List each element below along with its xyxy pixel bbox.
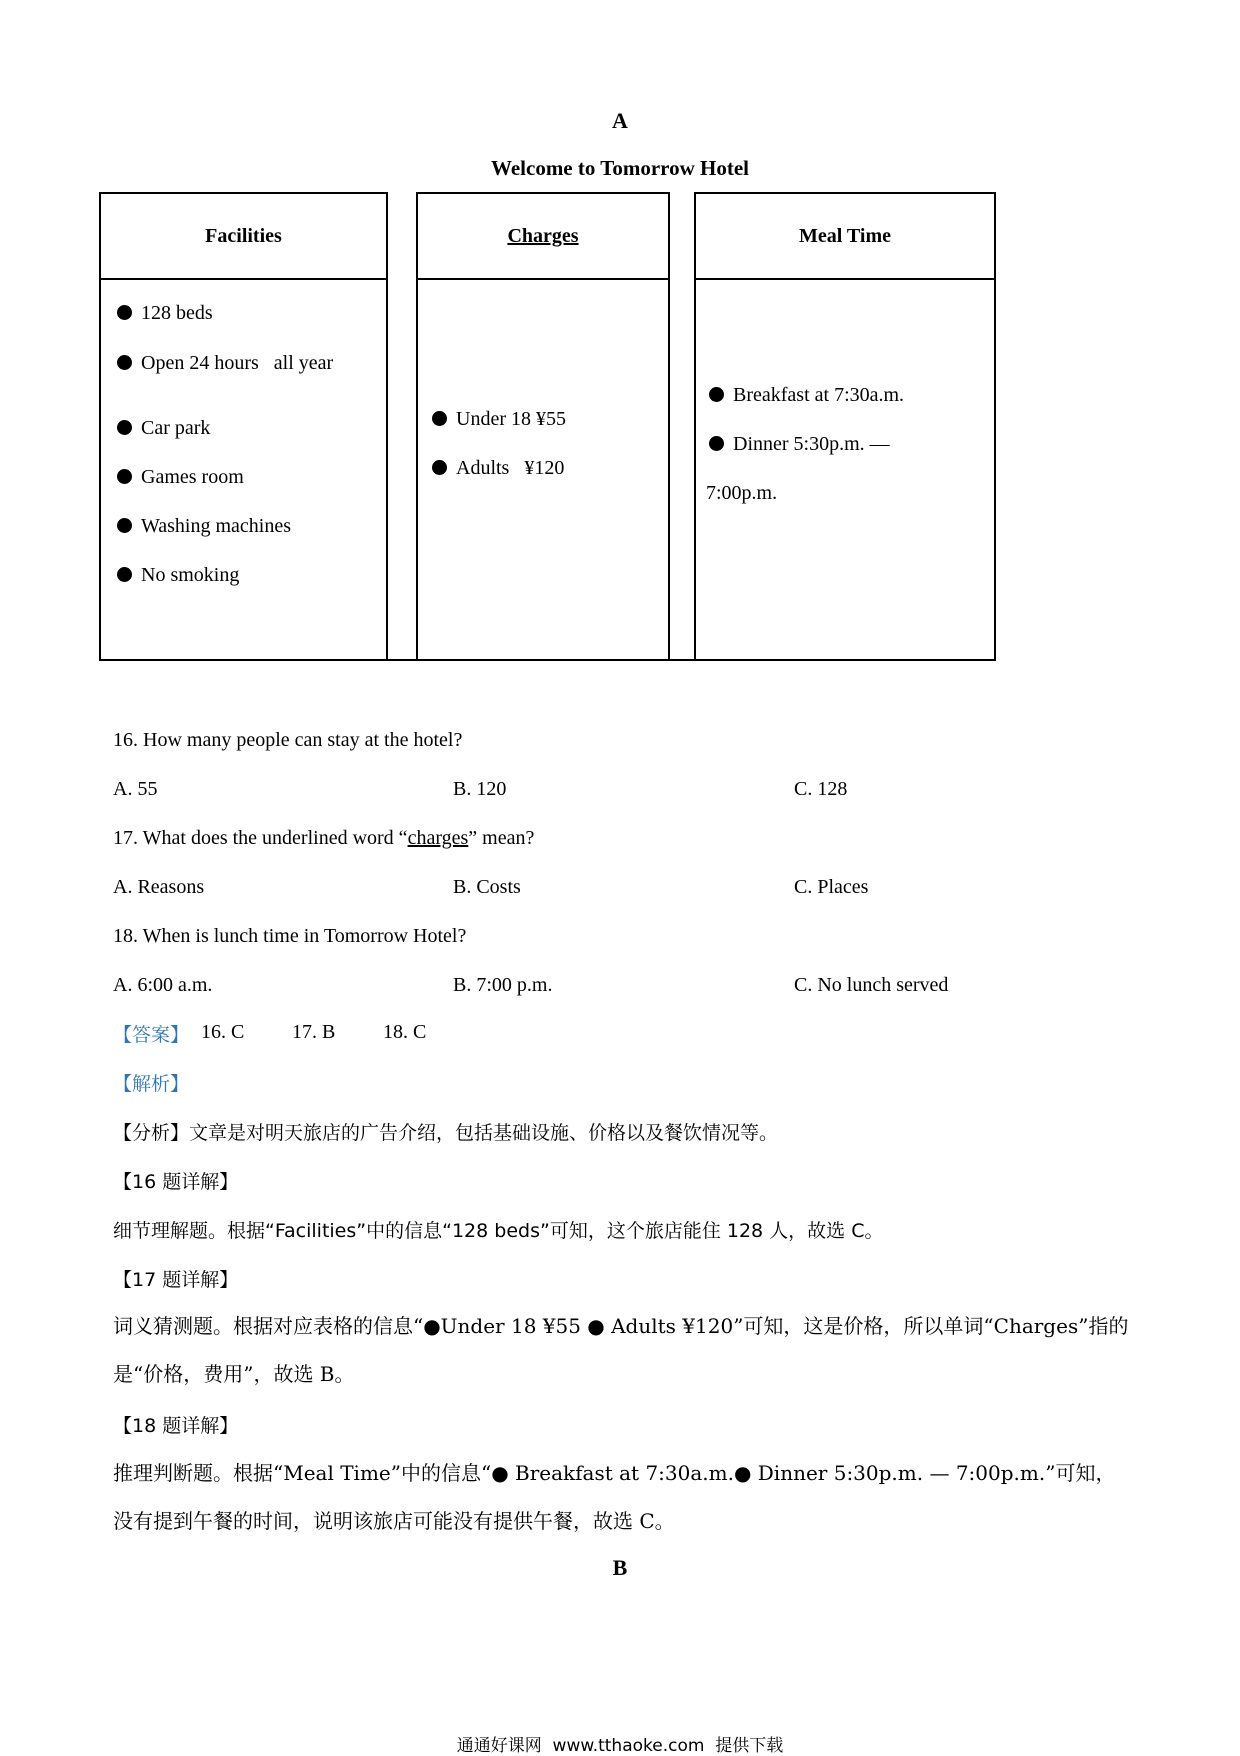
bullet-icon [117,518,132,533]
question-16: 16. How many people can stay at the hotel? [113,729,463,751]
option-17-c: C. Places [794,876,869,898]
underlined-word: charges [407,827,469,849]
question-17: 17. What does the underlined word “charges” mean? [113,827,535,849]
analysis-summary: 【分析】文章是对明天旅店的广告介绍，包括基础设施、价格以及餐饮情况等。 [113,1122,779,1144]
detail-18-text: 推理判断题。根据“Meal Time”中的信息“● Breakfast at 7:30a.m.● Dinner 5:30p.m. — 7:00p.m.”可知，没有提到午餐的时间，说明该旅店可能没有提供午餐，故选 C。 [113,1461,1116,1533]
answer-16: 16. C [201,1021,245,1043]
option-18-c: C. No lunch served [794,974,949,996]
facility-item: 128 beds [117,302,213,325]
section-b-heading: B [612,1555,628,1580]
meal-item: Breakfast at 7:30a.m. [709,384,904,407]
bullet-icon [117,567,132,582]
option-17-a: A. Reasons [113,876,205,898]
footer: 通通好课网 www.tthaoke.com 提供下载 [456,1736,784,1756]
facility-item: No smoking [117,564,239,587]
bullet-icon [117,355,132,370]
option-16-c: C. 128 [794,778,848,800]
detail-17-text: 词义猜测题。根据对应表格的信息“●Under 18 ¥55 ● Adults ¥120”可知，这是价格，所以单词“Charges”指的是“价格，费用”，故选 B。 [113,1314,1129,1386]
bullet-icon [709,387,724,402]
bullet-icon [117,420,132,435]
bullet-icon [117,305,132,320]
bullet-icon [117,469,132,484]
charge-item: Under 18 ¥55 [432,408,566,431]
facility-item: Games room [117,466,244,489]
option-16-b: B. 120 [453,778,507,800]
option-18-b: B. 7:00 p.m. [453,974,553,996]
facility-item: Open 24 hours all year [117,352,333,375]
detail-16-text: 细节理解题。根据“Facilities”中的信息“128 beds”可知，这个旅店能住 128 人，故选 C。 [113,1220,884,1242]
section-a-heading: A [612,108,628,133]
facilities-header: Facilities [101,194,386,280]
meal-time-column [694,192,996,661]
answer-label: 【答案】 [113,1024,190,1046]
column-divider [670,192,694,661]
meal-item: Dinner 5:30p.m. — [709,433,890,456]
charge-item: Adults ¥120 [432,457,564,480]
facilities-column [99,192,388,661]
detail-17-label: 【17 题详解】 [113,1269,239,1291]
detail-16-label: 【16 题详解】 [113,1171,239,1193]
question-18: 18. When is lunch time in Tomorrow Hotel? [113,925,467,947]
facility-item: Washing machines [117,515,291,538]
answer-17: 17. B [292,1021,336,1043]
bullet-icon [709,436,724,451]
facility-item: Car park [117,417,210,440]
detail-18-label: 【18 题详解】 [113,1415,239,1437]
option-18-a: A. 6:00 a.m. [113,974,213,996]
column-divider [388,192,416,661]
meal-item-continuation: 7:00p.m. [706,482,778,504]
answer-18: 18. C [383,1021,427,1043]
bullet-icon [432,411,447,426]
charges-column [416,192,670,661]
hotel-title: Welcome to Tomorrow Hotel [491,156,749,180]
option-17-b: B. Costs [453,876,521,898]
option-16-a: A. 55 [113,778,158,800]
charges-header: Charges [418,194,668,280]
analysis-label: 【解析】 [113,1073,190,1095]
bullet-icon [432,460,447,475]
meal-time-header: Meal Time [696,194,994,280]
